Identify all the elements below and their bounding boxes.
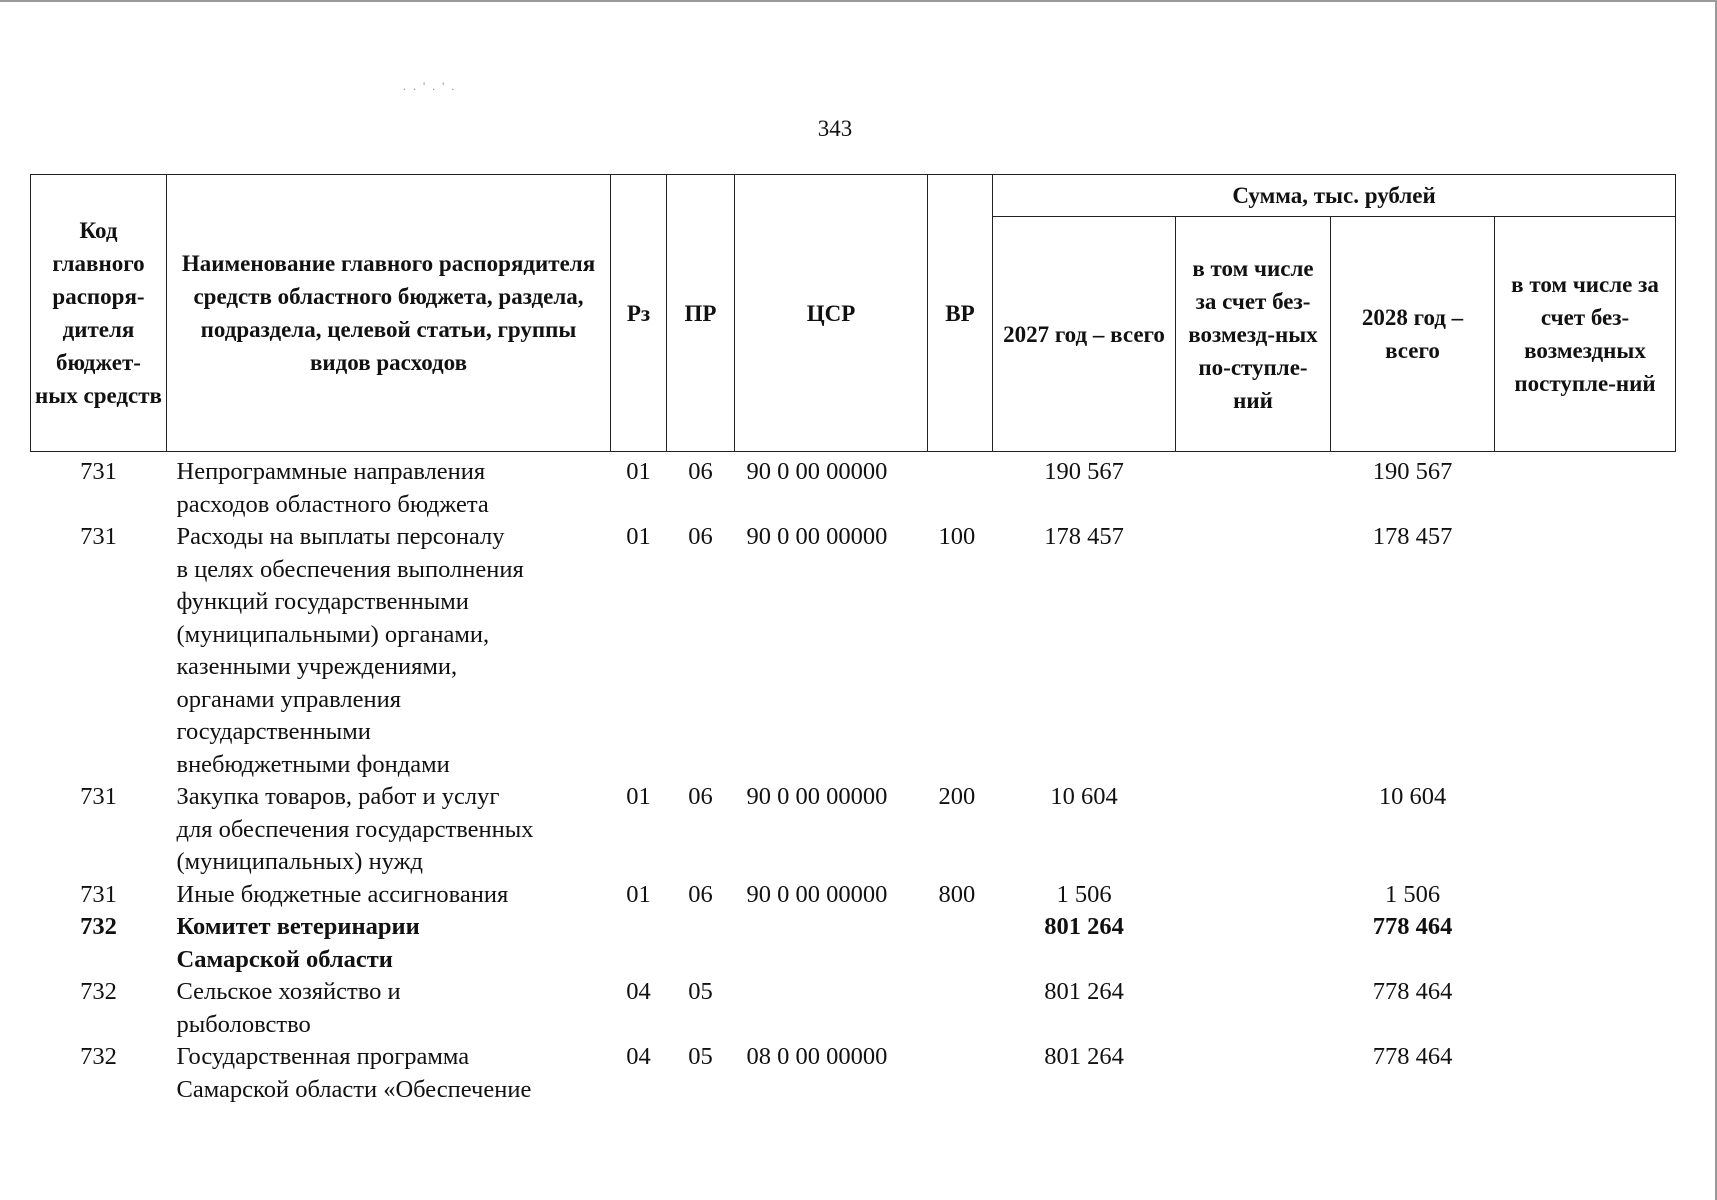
budget-table [30,174,1676,1106]
cell-rz: 01 [626,458,651,485]
cell-csr: 90 0 00 00000 [746,458,888,485]
cell-2028-grant [1495,521,1676,781]
cell-2027-total: 190 567 [1044,458,1124,485]
table-row [31,781,1676,879]
cell-2028-total: 1 506 [1384,880,1441,908]
cell-2028-total: 778 464 [1372,978,1453,1005]
cell-2027-total: 801 264 [1044,1043,1124,1070]
cell-2028-total: 778 464 [1372,913,1453,940]
cell-vr [928,1041,993,1106]
cell-rz: 01 [626,783,651,810]
cell-name: Непрограммные направления расходов областного бюджета [176,458,489,518]
cell-rz: 04 [626,978,651,1005]
cell-rz: 01 [626,523,651,550]
cell-2027-total: 178 457 [1044,523,1124,550]
table-header [31,175,1676,452]
cell-name: Сельское хозяйство и рыболовство [176,978,401,1038]
cell-code: 731 [80,783,117,810]
cell-2028-total: 178 457 [1372,523,1453,550]
cell-pr: 05 [688,978,713,1005]
cell-2028-grant [1495,1041,1676,1106]
cell-2027-grant [1176,911,1331,976]
cell-2027-total: 1 506 [1056,880,1112,908]
cell-name: Комитет ветеринарии Самарской области [176,913,420,973]
table-row [31,911,1676,976]
header-2027-grant: в том числе за счет без-возмезд-ных по-ступле-ний [1176,217,1331,452]
cell-2027-total: 10 604 [1050,783,1118,810]
header-name: Наименование главного распорядителя средств областного бюджета, раздела, подраздела, целевой статьи, группы видов расходов [167,175,611,452]
cell-vr [928,452,993,522]
cell-2027-grant [1176,1041,1331,1106]
table-row [31,976,1676,1041]
cell-code: 731 [80,458,117,485]
cell-pr: 06 [688,783,713,810]
cell-csr [735,911,928,976]
table-row [31,521,1676,781]
header-sum: Сумма, тыс. рублей [993,175,1676,217]
header-2028-total: 2028 год – всего [1331,217,1495,452]
cell-name: Иные бюджетные ассигнования [176,880,509,908]
scan-top-edge [0,0,1717,2]
cell-pr: 05 [688,1043,713,1070]
cell-csr: 90 0 00 00000 [746,783,888,810]
header-rz: Рз [611,175,667,452]
cell-2027-grant [1176,781,1331,879]
cell-2028-grant [1495,879,1676,912]
cell-2027-grant [1176,976,1331,1041]
cell-pr [667,911,735,976]
cell-2028-grant [1495,976,1676,1041]
cell-vr [928,976,993,1041]
cell-2028-grant [1495,911,1676,976]
cell-code: 731 [80,523,117,550]
table-body [31,452,1676,1107]
cell-2027-grant [1176,521,1331,781]
cell-2027-grant [1176,452,1331,522]
scan-specks: . . ' . ' . [403,79,457,93]
header-2028-grant: в том числе за счет без-возмездных поступле-ний [1495,217,1676,452]
cell-pr: 06 [688,458,713,485]
cell-2027-grant [1176,879,1331,912]
cell-2028-total: 778 464 [1372,1043,1453,1070]
cell-name: Государственная программа Самарской области «Обеспечение [176,1043,532,1103]
cell-rz: 01 [626,880,651,908]
cell-pr: 06 [688,880,713,908]
cell-csr [735,976,928,1041]
cell-2028-total: 190 567 [1372,458,1453,485]
cell-vr [928,911,993,976]
header-csr: ЦСР [735,175,928,452]
table-row [31,879,1676,912]
cell-code: 732 [80,978,117,1005]
cell-2027-total: 801 264 [1044,913,1124,940]
cell-2028-total: 10 604 [1378,783,1447,810]
cell-vr: 200 [938,783,976,810]
page-number: 343 [817,116,853,141]
cell-2027-total: 801 264 [1044,978,1124,1005]
cell-code: 731 [80,880,117,908]
header-pr: ПР [667,175,735,452]
table-row [31,452,1676,522]
table-row [31,1041,1676,1106]
cell-csr: 90 0 00 00000 [746,880,888,908]
cell-vr: 800 [938,880,976,908]
cell-name: Расходы на выплаты персоналу в целях обеспечения выполнения функций государственными (муниципальными) органами, казенными учреждениями, органами управления государственными внебюджетными фондами [176,523,524,778]
cell-2028-grant [1495,781,1676,879]
cell-code: 732 [80,1043,117,1070]
cell-code: 732 [80,913,117,940]
cell-rz [611,911,667,976]
header-vr: ВР [928,175,993,452]
cell-name: Закупка товаров, работ и услуг для обеспечения государственных (муниципальных) нужд [176,783,534,875]
cell-pr: 06 [688,523,713,550]
cell-rz: 04 [626,1043,651,1070]
cell-vr: 100 [938,523,976,550]
cell-2028-grant [1495,452,1676,522]
header-code: Код главного распоря-дителя бюджет-ных средств [31,175,167,452]
cell-csr: 90 0 00 00000 [746,523,888,550]
cell-csr: 08 0 00 00000 [746,1043,888,1070]
header-2027-total: 2027 год – всего [993,217,1176,452]
